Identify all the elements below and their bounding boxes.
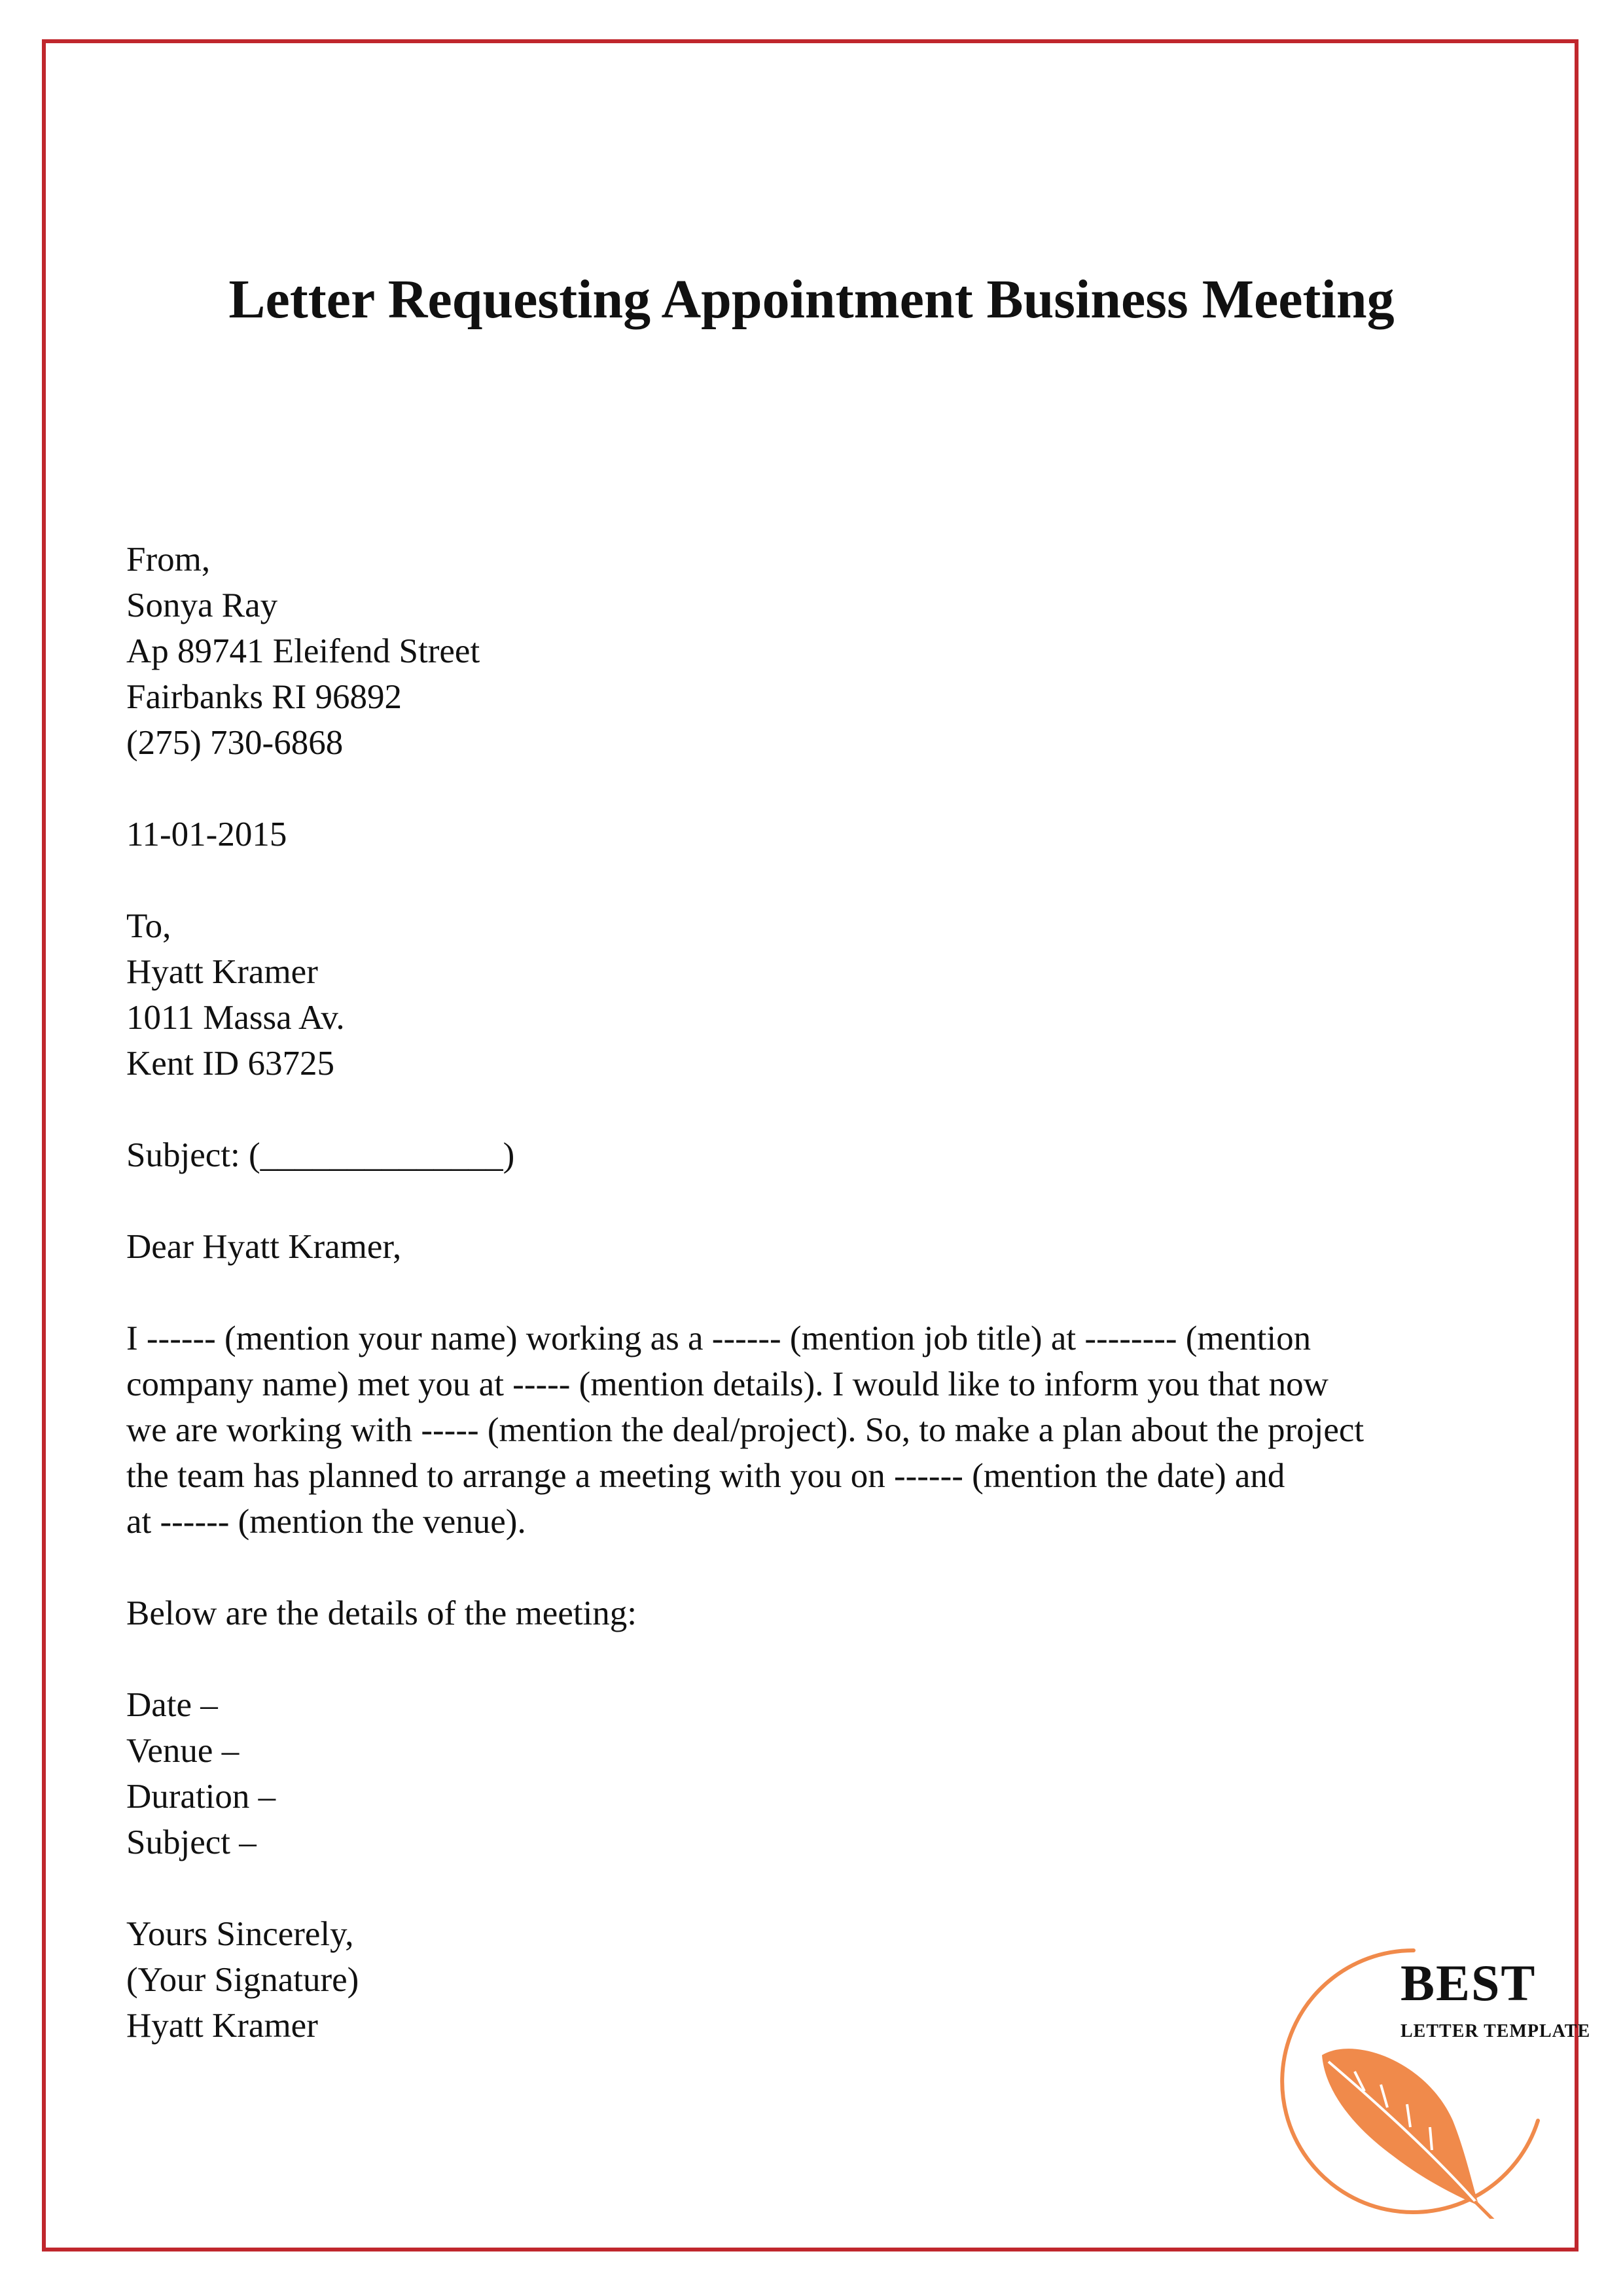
body-line: at ------ (mention the venue). (126, 1503, 526, 1541)
body-line: I ------ (mention your name) working as a ------ (mention job title) at -------- (mention (126, 1319, 1311, 1357)
logo-word-letter-template: LETTER TEMPLATE (1400, 2021, 1591, 2041)
recipient-address-line-2: Kent ID 63725 (126, 1045, 334, 1083)
letter-body (126, 537, 1520, 2049)
sign-off: Yours Sincerely, (126, 1915, 354, 1953)
logo-word-best: BEST (1400, 1954, 1537, 2011)
signature-placeholder: (Your Signature) (126, 1961, 359, 1999)
recipient-block (126, 903, 1520, 1086)
letter-date: 11-01-2015 (126, 816, 287, 853)
salutation: Dear Hyatt Kramer, (126, 1228, 402, 1266)
sender-address-line-2: Fairbanks RI 96892 (126, 678, 402, 716)
body-line: company name) met you at ----- (mention details). I would like to inform you that now (126, 1365, 1329, 1403)
detail-date: Date – (126, 1686, 218, 1724)
details-intro: Below are the details of the meeting: (126, 1594, 637, 1632)
body-line: the team has planned to arrange a meeting with you on ------ (mention the date) and (126, 1457, 1285, 1495)
detail-venue: Venue – (126, 1732, 240, 1770)
subject-line: Subject: (______________) (126, 1136, 515, 1174)
from-heading: From, (126, 541, 211, 579)
recipient-address-line-1: 1011 Massa Av. (126, 999, 345, 1037)
sender-name: Sonya Ray (126, 586, 278, 624)
sender-phone: (275) 730-6868 (126, 724, 344, 762)
to-heading: To, (126, 907, 171, 945)
recipient-name: Hyatt Kramer (126, 953, 318, 991)
closing-name: Hyatt Kramer (126, 2007, 318, 2045)
body-paragraph (126, 1316, 1520, 1545)
letter-title: Letter Requesting Appointment Business Meeting (228, 269, 1395, 330)
detail-duration: Duration – (126, 1778, 276, 1816)
sender-address-line-1: Ap 89741 Eleifend Street (126, 632, 480, 670)
meeting-details-list (126, 1682, 1520, 1865)
sender-block (126, 537, 1520, 766)
detail-subject: Subject – (126, 1823, 257, 1861)
body-line: we are working with ----- (mention the deal/project). So, to make a plan about the project (126, 1411, 1364, 1449)
